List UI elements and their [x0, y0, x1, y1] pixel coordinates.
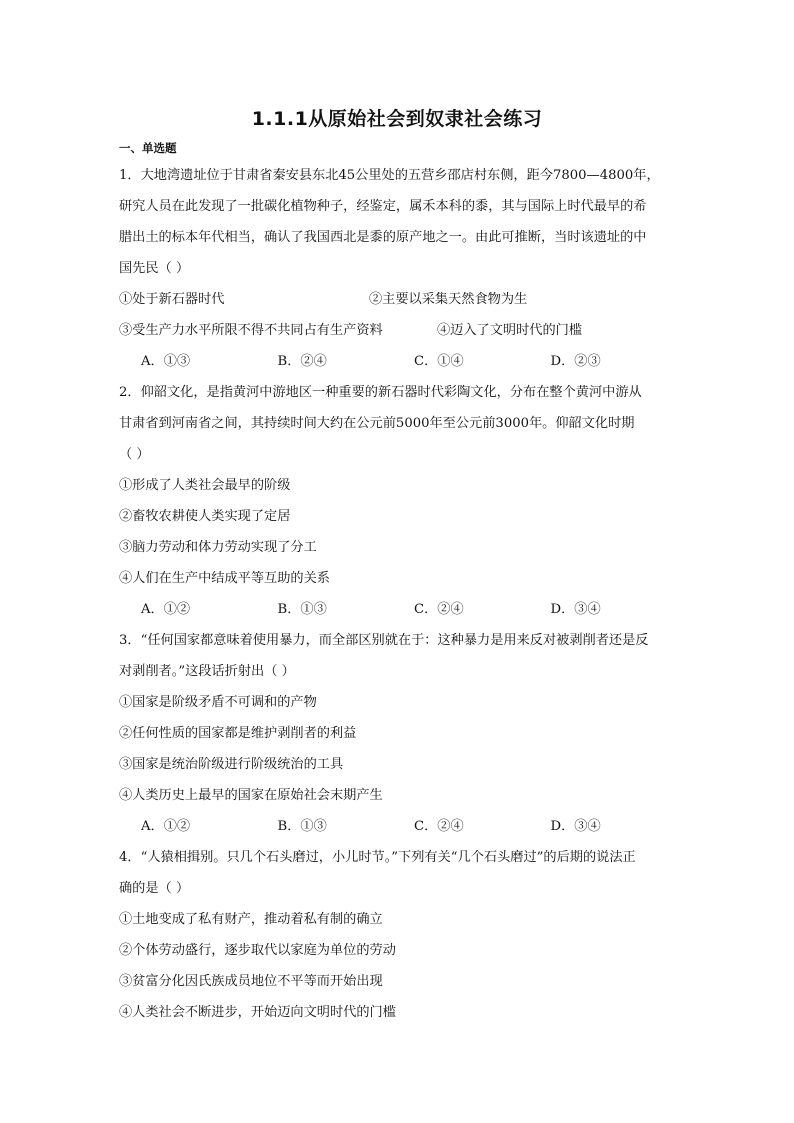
- question-2: [119, 377, 687, 625]
- choice-b[interactable]: B．①③: [277, 602, 327, 617]
- option-1: ①土地变成了私有财产，推动着私有制的确立: [119, 912, 383, 927]
- choice-d[interactable]: D．③④: [550, 819, 601, 834]
- option-2: ②任何性质的国家都是维护剥削者的利益: [119, 726, 357, 741]
- option-1: ①处于新石器时代: [119, 292, 225, 307]
- page-title: 1.1.1从原始社会到奴隶社会练习: [251, 108, 543, 130]
- option-3: ③脑力劳动和体力劳动实现了分工: [119, 540, 317, 555]
- option-4: ④人类历史上最早的国家在原始社会末期产生: [119, 788, 383, 803]
- question-1: [119, 160, 687, 377]
- answer-choices: [119, 346, 687, 377]
- option-4: ④人们在生产中结成平等互助的关系: [119, 571, 330, 586]
- question-stem: 4．“人猿相揖别。只几个石头磨过，小儿时节。”下列有关“几个石头磨过”的后期的说法正 确的是（ ）: [119, 850, 636, 896]
- choice-a[interactable]: A．①②: [141, 819, 191, 834]
- option-2: ②个体劳动盛行，逐步取代以家庭为单位的劳动: [119, 943, 396, 958]
- question-stem: 1．大地湾遗址位于甘肃省秦安县东北45公里处的五营乡邵店村东侧，距今7800—4800年， 研究人员在此发现了一批碳化植物种子，经鉴定，属禾本科的黍，其与国际上时代最早的希 腊出土的标本年代相当，确认了我国西北是黍的原产地之一。由此可推断，当时该遗址的中 国先民（ ）: [119, 168, 660, 276]
- choice-c[interactable]: C．②④: [414, 602, 464, 617]
- question-stem: 2．仰韶文化，是指黄河中游地区一种重要的新石器时代彩陶文化，分布在整个黄河中游从 甘肃省到河南省之间，其持续时间大约在公元前5000年至公元前3000年。仰韶文化时期 （ ）: [119, 385, 642, 462]
- choice-a[interactable]: A．①②: [141, 602, 191, 617]
- answer-choices: [119, 811, 687, 842]
- choice-b[interactable]: B．②④: [277, 354, 327, 369]
- question-list: [119, 160, 687, 1028]
- option-3: ③受生产力水平所限不得不共同占有生产资料: [119, 323, 383, 338]
- option-row: [119, 315, 687, 346]
- section-heading: 一、单选题: [119, 141, 177, 155]
- option-4: ④人类社会不断进步，开始迈向文明时代的门槛: [119, 1005, 396, 1020]
- option-2: ②主要以采集天然食物为生: [369, 292, 528, 307]
- answer-choices: [119, 594, 687, 625]
- option-3: ③贫富分化因氏族成员地位不平等而开始出现: [119, 974, 383, 989]
- choice-d[interactable]: D．②③: [550, 354, 601, 369]
- question-stem: 3．“任何国家都意味着使用暴力，而全部区别就在于：这种暴力是用来反对被剥削者还是反 对剥削者。”这段话折射出（ ）: [119, 633, 649, 679]
- choice-c[interactable]: C．①④: [414, 354, 464, 369]
- option-3: ③国家是统治阶级进行阶级统治的工具: [119, 757, 344, 772]
- option-2: ②畜牧农耕使人类实现了定居: [119, 509, 291, 524]
- choice-d[interactable]: D．③④: [550, 602, 601, 617]
- option-1: ①国家是阶级矛盾不可调和的产物: [119, 695, 317, 710]
- option-1: ①形成了人类社会最早的阶级: [119, 478, 291, 493]
- choice-b[interactable]: B．①③: [277, 819, 327, 834]
- option-row: [119, 284, 687, 315]
- choice-a[interactable]: A．①③: [141, 354, 191, 369]
- question-4: [119, 842, 687, 1028]
- option-4: ④迈入了文明时代的门槛: [437, 323, 583, 338]
- choice-c[interactable]: C．②④: [414, 819, 464, 834]
- question-3: [119, 625, 687, 842]
